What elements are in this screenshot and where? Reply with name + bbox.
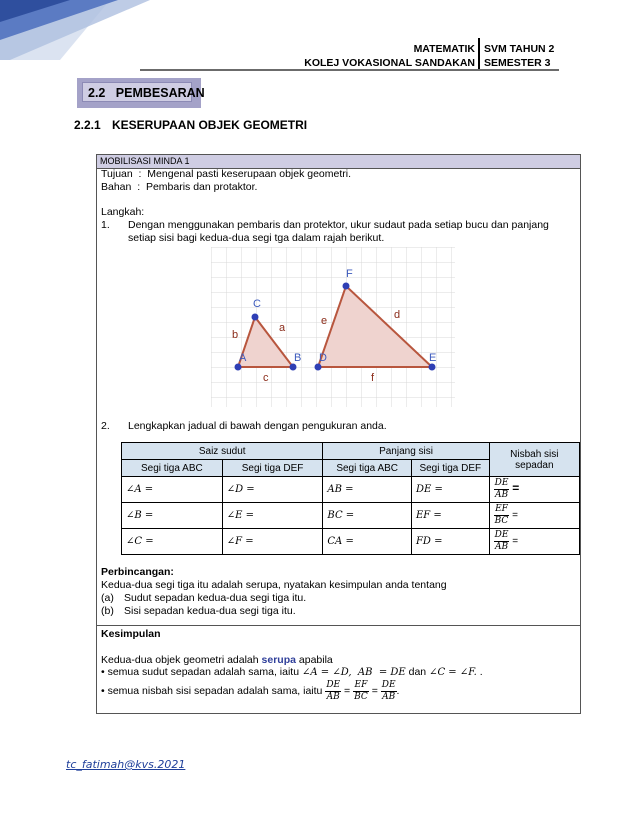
conclusion-line-2 xyxy=(101,678,399,704)
label-f: F xyxy=(346,268,353,280)
label-c: C xyxy=(253,298,261,310)
discussion-b: Sisi sepadan kedua-dua segi tiga itu. xyxy=(124,605,296,617)
label-d: D xyxy=(319,352,327,364)
cell-side-de[interactable]: DE = xyxy=(411,477,489,503)
footer-author: tc_fatimah@kvs.2021 xyxy=(66,758,186,771)
activity-box xyxy=(96,154,581,714)
conclusion-l1-math1: ∠A = ∠D, AB = DE xyxy=(301,667,406,678)
header-semester: SEMESTER 3 xyxy=(484,57,551,69)
discussion-a-label: (a) xyxy=(101,592,114,604)
subsection-number: 2.2.1 xyxy=(74,118,101,132)
point-c xyxy=(252,314,259,321)
conclusion-frac-1 xyxy=(325,680,341,703)
th-side-length: Panjang sisi xyxy=(323,443,489,460)
cell-angle-e[interactable]: ∠E = xyxy=(222,503,323,529)
subsection-heading xyxy=(74,118,307,132)
conclusion-l1-pre: • semua sudut sepadan adalah sama, iaitu xyxy=(101,666,302,678)
label-side-b: b xyxy=(232,329,239,341)
ratio-1-fraction xyxy=(494,478,510,501)
header-rule xyxy=(140,69,559,71)
label-side-c: c xyxy=(263,372,269,384)
table-row xyxy=(122,477,580,503)
label-b: B xyxy=(294,352,302,364)
conclusion-l1-end: . xyxy=(476,666,483,678)
ratio-3-num: DE xyxy=(494,530,509,540)
cell-side-fd[interactable]: FD = xyxy=(411,529,489,555)
section-title: 2.2 PEMBESARAN xyxy=(82,82,192,102)
label-side-f: f xyxy=(371,372,375,384)
label-a: A xyxy=(239,352,247,364)
header-subject: MATEMATIK xyxy=(413,43,475,55)
conclusion-l2-pre: • semua nisbah sisi sepadan adalah sama, iaitu xyxy=(101,685,326,697)
th-ratio-line2: sepadan xyxy=(515,459,554,471)
conclusion-keyword: serupa xyxy=(261,654,296,666)
th-sub-def-side: Segi tiga DEF xyxy=(411,460,489,477)
table-row xyxy=(122,503,580,529)
ratio-1-num: DE xyxy=(494,478,509,488)
conclusion-f3-den: AB xyxy=(382,691,396,702)
label-e: E xyxy=(429,352,437,364)
activity-langkah-label: Langkah: xyxy=(101,206,145,218)
ratio-2-den: BC xyxy=(494,516,509,526)
cell-angle-f[interactable]: ∠F = xyxy=(222,529,323,555)
header-divider xyxy=(478,38,480,70)
th-sub-abc-angle: Segi tiga ABC xyxy=(122,460,223,477)
ratio-2-eq: = xyxy=(512,510,518,522)
conclusion-f2-num: EF xyxy=(354,679,368,690)
step-2-text: Lengkapkan jadual di bawah dengan pengukuran anda. xyxy=(128,420,387,432)
cell-angle-b[interactable]: ∠B = xyxy=(122,503,223,529)
measurement-table xyxy=(121,442,580,555)
ratio-1-eq: = xyxy=(512,481,520,496)
th-sub-abc-side: Segi tiga ABC xyxy=(323,460,412,477)
th-ratio xyxy=(489,443,579,477)
point-b xyxy=(290,364,297,371)
activity-tujuan: Tujuan : Mengenal pasti keserupaan objek geometri. xyxy=(101,168,352,180)
step-2 xyxy=(101,420,576,433)
header-right xyxy=(484,42,554,70)
label-side-d: d xyxy=(394,309,401,321)
conclusion-eq-2: = xyxy=(371,685,378,697)
point-e xyxy=(429,364,436,371)
discussion-title: Perbincangan: xyxy=(101,566,174,578)
point-a xyxy=(235,364,242,371)
conclusion-l1-mid: dan xyxy=(405,666,430,678)
ratio-3-eq: = xyxy=(512,536,519,548)
cell-angle-c[interactable]: ∠C = xyxy=(122,529,223,555)
header-left xyxy=(200,42,475,70)
conclusion-l1-math2: ∠C = ∠F. xyxy=(429,667,477,678)
discussion-a: Sudut sepadan kedua-dua segi tiga itu. xyxy=(124,592,307,604)
th-angle-size: Saiz sudut xyxy=(122,443,323,460)
step-1-text: Dengan menggunakan pembaris dan protektor, ukur sudaut pada setiap bucu dan panjang setiap sisi bagi kedua-dua segi tga dalam rajah berikut. xyxy=(128,219,549,244)
cell-ratio-1[interactable] xyxy=(489,477,579,503)
ratio-3-fraction xyxy=(494,530,510,553)
discussion-b-label: (b) xyxy=(101,605,114,617)
subsection-title: KESERUPAAN OBJEK GEOMETRI xyxy=(112,118,308,132)
conclusion-intro-post: apabila xyxy=(295,654,333,666)
step-2-number: 2. xyxy=(101,420,110,432)
point-d xyxy=(315,364,322,371)
ratio-2-fraction xyxy=(494,504,510,527)
conclusion-f2-den: BC xyxy=(354,691,368,702)
triangles-figure xyxy=(211,247,455,407)
header-college: KOLEJ VOKASIONAL SANDAKAN xyxy=(304,57,475,69)
conclusion-eq-1: = xyxy=(344,685,351,697)
ratio-2-num: EF xyxy=(495,504,508,514)
activity-bahan: Bahan : Pembaris dan protaktor. xyxy=(101,181,258,193)
cell-angle-d[interactable]: ∠D = xyxy=(222,477,323,503)
cell-side-ab[interactable]: AB = xyxy=(323,477,412,503)
conclusion-frac-3 xyxy=(381,680,397,703)
discussion-text: Kedua-dua segi tiga itu adalah serupa, nyatakan kesimpulan anda tentang xyxy=(101,579,447,591)
conclusion-f1-num: DE xyxy=(326,679,341,690)
label-side-e: e xyxy=(321,315,328,327)
activity-title: MOBILISASI MINDA 1 xyxy=(97,155,580,169)
cell-side-bc[interactable]: BC = xyxy=(323,503,412,529)
cell-angle-a[interactable]: ∠A = xyxy=(122,477,223,503)
th-ratio-line1: Nisbah sisi xyxy=(510,448,559,460)
conclusion-divider xyxy=(97,625,580,626)
cell-ratio-2[interactable] xyxy=(489,503,579,529)
conclusion-f1-den: AB xyxy=(326,691,340,702)
step-1 xyxy=(101,219,576,245)
cell-side-ef[interactable]: EF = xyxy=(411,503,489,529)
conclusion-intro-pre: Kedua-dua objek geometri adalah xyxy=(101,654,262,666)
cell-ratio-3[interactable] xyxy=(489,529,579,555)
label-side-a: a xyxy=(279,322,286,334)
point-f xyxy=(343,283,350,290)
corner-decoration xyxy=(0,0,200,60)
conclusion-frac-2 xyxy=(353,680,369,703)
ratio-3-den: AB xyxy=(494,542,509,552)
th-sub-def-angle: Segi tiga DEF xyxy=(222,460,323,477)
header-year: SVM TAHUN 2 xyxy=(484,43,555,55)
table-row xyxy=(122,529,580,555)
cell-side-ca[interactable]: CA = xyxy=(323,529,412,555)
step-1-number: 1. xyxy=(101,219,110,231)
conclusion-l2-end: . xyxy=(396,685,400,697)
conclusion-f3-num: DE xyxy=(381,679,396,690)
ratio-1-den: AB xyxy=(494,490,509,500)
conclusion-title: Kesimpulan xyxy=(101,628,161,640)
